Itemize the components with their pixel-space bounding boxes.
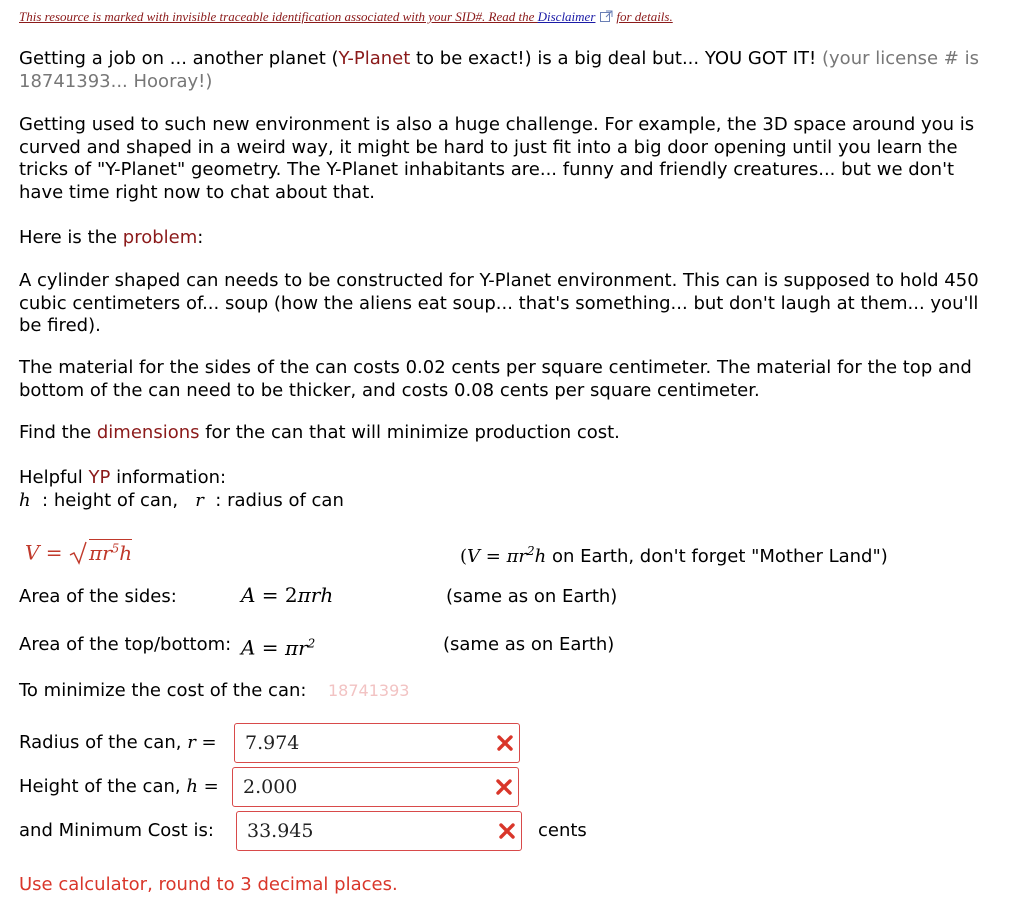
- radius-label-text: Radius of the can,: [19, 732, 182, 753]
- helpful-prefix: Helpful: [19, 467, 89, 488]
- sides-formula: A = 2πrh: [241, 583, 334, 607]
- height-label: Height of the can, h =: [19, 776, 219, 797]
- license-note: (your license # is 18741393... Hooray!): [19, 48, 979, 92]
- sides-label: Area of the sides:: [19, 586, 177, 607]
- earth-note-text: on Earth, don't forget "Mother Land"): [546, 546, 888, 567]
- radius-input[interactable]: [235, 724, 475, 762]
- helpful-suffix: information:: [110, 467, 227, 488]
- external-link-icon[interactable]: [600, 10, 613, 22]
- radius-answer-field[interactable]: [234, 723, 520, 763]
- problem-prefix: Here is the: [19, 227, 123, 248]
- intro-text-1: Getting a job on ... another planet (: [19, 48, 339, 69]
- cost-input[interactable]: [237, 812, 477, 850]
- intro-text-2: to be exact!) is a big deal but... YOU GOT IT!: [410, 48, 817, 69]
- faint-watermark-id: 18741393: [328, 681, 410, 700]
- can-paragraph: A cylinder shaped can needs to be constructed for Y-Planet environment. This can is supposed to hold 450 cubic centimeters of... soup (how the aliens eat soup... that's something... but don't laugh at them... you'll be fired).: [19, 270, 979, 336]
- disclaimer-line: [19, 9, 673, 25]
- planet-name: Y-Planet: [338, 48, 411, 69]
- topbottom-note: (same as on Earth): [443, 634, 615, 655]
- cost-unit: cents: [538, 820, 587, 841]
- minimize-label: To minimize the cost of the can:: [19, 680, 307, 701]
- disclaimer-text: This resource is marked with invisible traceable identification associated with your SID#. Read the: [19, 9, 538, 24]
- yp-abbrev: YP: [88, 467, 111, 488]
- find-dimensions: [19, 422, 994, 445]
- disclaimer-link[interactable]: Disclaimer: [537, 9, 596, 24]
- find-suffix: for the can that will minimize production cost.: [199, 422, 620, 443]
- intro-paragraph: [19, 48, 994, 93]
- incorrect-icon: [497, 821, 517, 841]
- r-description: : radius of can: [215, 490, 344, 511]
- dimensions-word: dimensions: [96, 422, 200, 443]
- problem-heading: [19, 227, 994, 250]
- sides-note: (same as on Earth): [446, 586, 618, 607]
- incorrect-icon: [495, 733, 515, 753]
- calculator-note: Use calculator, round to 3 decimal places.: [19, 874, 398, 895]
- topbottom-formula: $A = \pi r^2$: [241, 635, 316, 660]
- h-symbol: h: [19, 490, 31, 511]
- sqrt-icon: [69, 541, 89, 565]
- yp-volume-formula: $V = \pi r^5h$: [25, 540, 133, 565]
- height-input[interactable]: [233, 768, 473, 806]
- r-symbol: r: [195, 490, 204, 511]
- radius-label: Radius of the can, r =: [19, 732, 217, 753]
- problem-suffix: :: [197, 227, 204, 248]
- incorrect-icon: [494, 777, 514, 797]
- cost-answer-field[interactable]: [236, 811, 522, 851]
- variable-definitions: [19, 490, 344, 512]
- material-paragraph: The material for the sides of the can costs 0.02 cents per square centimeter. The material for the top and bottom of the can need to be thicker, and costs 0.08 cents per square centimeter.: [19, 357, 972, 401]
- environment-paragraph: Getting used to such new environment is also a huge challenge. For example, the 3D space around you is curved and shaped in a weird way, it might be hard to just fit into a big door opening until you learn the tricks of "Y-Planet" geometry. The Y-Planet inhabitants are... funny and friendly creatures... but we don't have time right now to chat about that.: [19, 114, 975, 203]
- topbottom-label: Area of the top/bottom:: [19, 634, 232, 655]
- height-answer-field[interactable]: [232, 767, 519, 807]
- problem-word: problem: [122, 227, 198, 248]
- height-label-text: Height of the can,: [19, 776, 181, 797]
- helpful-info: [19, 467, 994, 490]
- disclaimer-suffix: for details.: [616, 9, 673, 24]
- cost-label: and Minimum Cost is:: [19, 820, 214, 841]
- h-description: : height of can,: [42, 490, 179, 511]
- earth-volume-note: ($V = \pi r^2h$ on Earth, don't forget "Mother Land"): [460, 544, 888, 567]
- find-prefix: Find the: [19, 422, 97, 443]
